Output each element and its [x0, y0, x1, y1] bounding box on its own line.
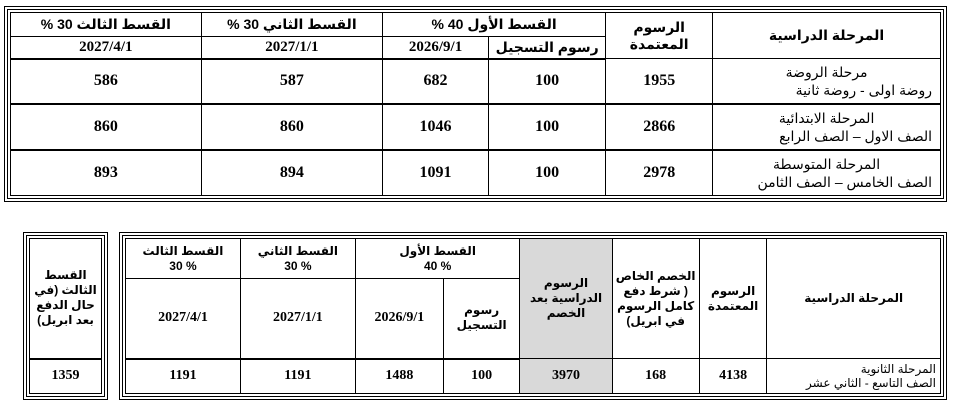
header-fees-after-discount: الرسوم الدراسية بعد الخصم	[520, 239, 612, 359]
second-installment-value: 894	[201, 150, 382, 195]
header-third-installment: القسط الثالث 30 %	[11, 13, 202, 37]
special-discount-value: 168	[612, 359, 699, 394]
header-first-date: 2026/9/1	[355, 279, 443, 359]
stage-cell	[713, 150, 941, 195]
approved-fees-value: 2978	[606, 150, 713, 195]
registration-fees-value: 100	[489, 150, 606, 195]
registration-fees-value: 100	[489, 104, 606, 150]
second-installment-value: 587	[201, 59, 382, 104]
header-approved-fees: الرسوم المعتمدة	[606, 13, 713, 59]
header-second-installment	[240, 239, 355, 279]
late-installment-grid	[29, 238, 102, 394]
header-third-date: 2027/4/1	[11, 37, 202, 59]
stage-grades: الصف الاول – الصف الرابع	[779, 127, 932, 144]
late-third-installment-value: 1359	[30, 359, 102, 394]
header-registration-fees: رسوم التسجيل	[443, 279, 520, 359]
header-stage: المرحلة الدراسية	[713, 13, 941, 59]
third-installment-value: 860	[11, 104, 202, 150]
registration-fees-value: 100	[489, 59, 606, 104]
stage-cell	[713, 104, 941, 150]
header-third-date: 2027/4/1	[126, 279, 241, 359]
stage-cell	[713, 59, 941, 104]
third-installment-label: القسط الثالث	[142, 243, 224, 258]
approved-fees-value: 1955	[606, 59, 713, 104]
header-first-date: 2026/9/1	[383, 37, 489, 59]
header-registration-fees: رسوم التسجيل	[489, 37, 606, 59]
first-installment-value: 1488	[355, 359, 443, 394]
table-row-secondary-stage	[126, 359, 941, 394]
header-special-discount: الخصم الخاص ( شرط دفع كامل الرسوم في ابريل)	[612, 239, 699, 359]
third-installment-value: 1191	[126, 359, 241, 394]
registration-fees-value: 100	[443, 359, 520, 394]
stage-grades: روضة اولى - روضة ثانية	[795, 81, 932, 98]
fees-table-grid	[10, 12, 941, 196]
second-installment-value: 860	[201, 104, 382, 150]
first-installment-value: 682	[383, 59, 489, 104]
header-first-installment: القسط الأول 40 %	[383, 13, 606, 37]
stage-grades: الصف التاسع - الثاني عشر	[806, 376, 936, 390]
stage-cell	[767, 359, 941, 394]
stage-grades: الصف الخامس – الصف الثامن	[757, 174, 932, 190]
stage-title: المرحلة الثانوية	[860, 362, 936, 376]
table-row-intermediate	[11, 150, 941, 195]
header-third-installment	[126, 239, 241, 279]
header-stage: المرحلة الدراسية	[767, 239, 941, 359]
late-third-installment-box	[23, 232, 108, 400]
first-installment-value: 1091	[383, 150, 489, 195]
second-installment-percent: % 30	[284, 258, 312, 273]
stage-title: المرحلة الابتدائية	[778, 109, 875, 126]
header-late-third-installment: القسط الثالث (في حال الدفع بعد ابريل)	[30, 239, 102, 359]
header-approved-fees: الرسوم المعتمدة	[699, 239, 767, 359]
header-second-installment: القسط الثاني 30 %	[201, 13, 382, 37]
secondary-fees-grid	[125, 238, 941, 394]
approved-fees-value: 2866	[606, 104, 713, 150]
table-row-primary	[11, 104, 941, 150]
fees-table-primary	[4, 6, 947, 202]
table-row-kindergarten	[11, 59, 941, 104]
stage-title: مرحلة الروضة	[785, 63, 868, 80]
header-second-date: 2027/1/1	[240, 279, 355, 359]
header-second-date: 2027/1/1	[201, 37, 382, 59]
second-installment-value: 1191	[240, 359, 355, 394]
first-installment-percent: % 40	[423, 258, 452, 273]
header-first-installment	[355, 239, 520, 279]
first-installment-label: القسط الأول	[399, 243, 476, 258]
fees-table-secondary	[119, 232, 947, 400]
approved-fees-value: 4138	[699, 359, 767, 394]
fees-after-discount-value: 3970	[520, 359, 612, 394]
third-installment-value: 586	[11, 59, 202, 104]
first-installment-value: 1046	[383, 104, 489, 150]
stage-title: المرحلة المتوسطة	[773, 156, 881, 172]
second-installment-label: القسط الثاني	[257, 243, 339, 258]
third-installment-percent: % 30	[169, 258, 197, 273]
third-installment-value: 893	[11, 150, 202, 195]
